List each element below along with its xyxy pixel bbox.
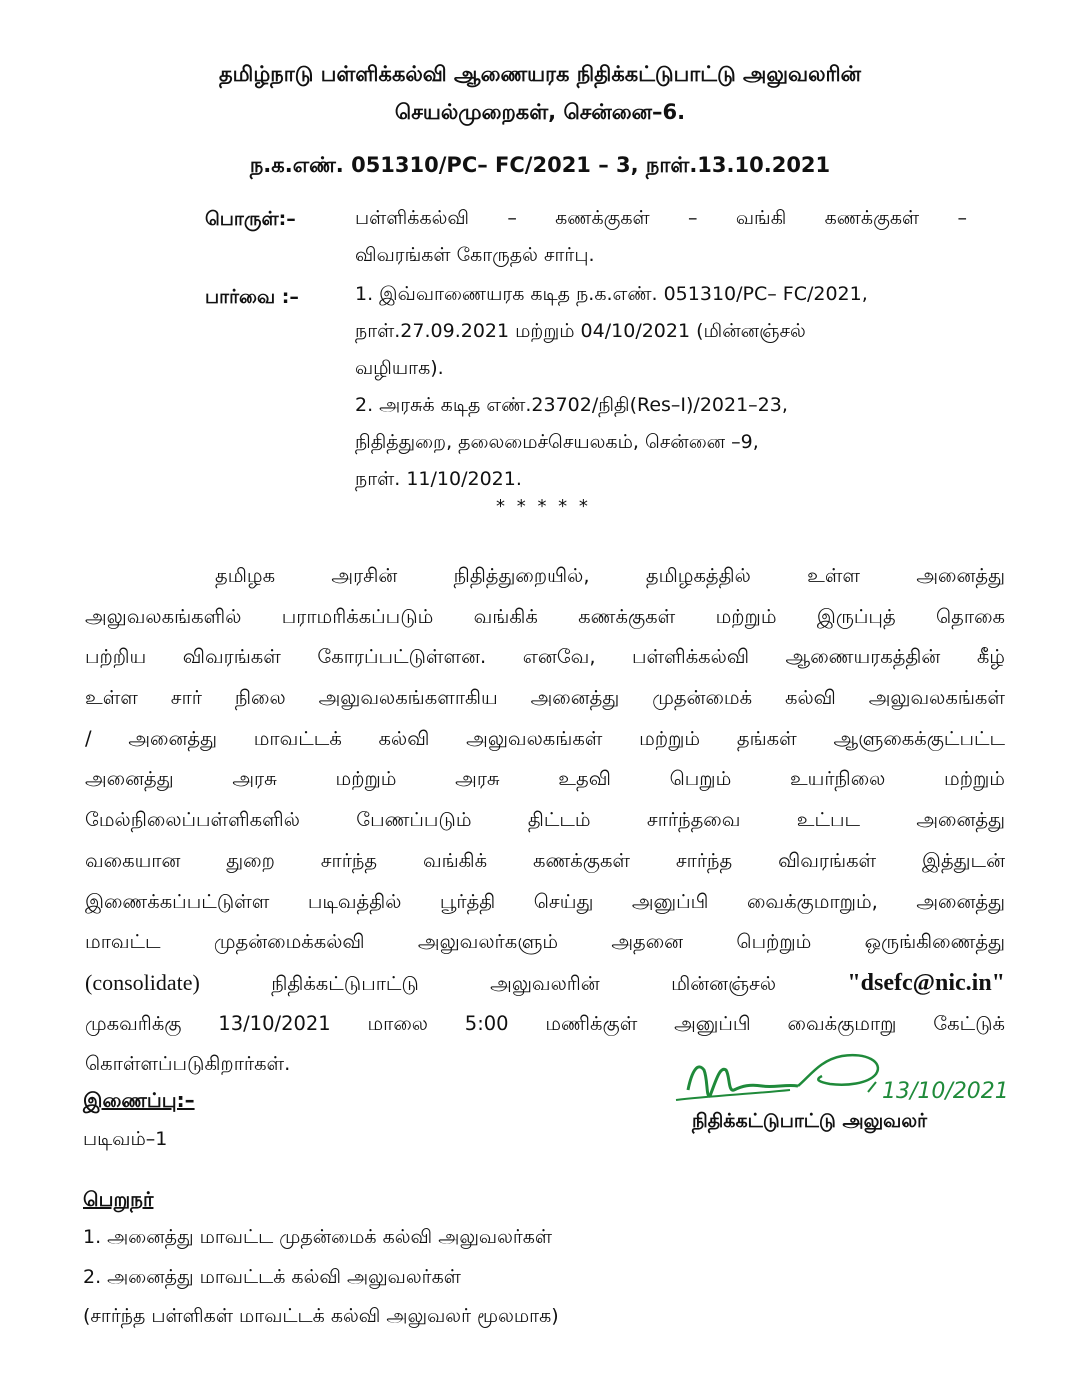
body-line: அலுவலகங்களில் பராமரிக்கப்படும் வங்கிக் கணக்குகள் மற்றும் இருப்புத் தொகை	[85, 604, 1005, 628]
handwritten-signature	[670, 1040, 1030, 1120]
recipient-line: 2. அனைத்து மாவட்டக் கல்வி அலுவலர்கள்	[83, 1266, 461, 1288]
reference-line: நாள். 11/10/2021.	[355, 468, 522, 490]
reference-text	[355, 276, 967, 498]
subject-line: பள்ளிக்கல்வி – கணக்குகள் – வங்கி கணக்குகள் –	[355, 207, 967, 229]
reference-line: வழியாக).	[355, 357, 444, 379]
body-line: முகவரிக்கு 13/10/2021 மாலை 5:00 மணிக்குள் அனுப்பி வைக்குமாறு கேட்டுக்	[85, 1011, 1005, 1035]
recipient-line: (சார்ந்த பள்ளிகள் மாவட்டக் கல்வி அலுவலர் மூலமாக)	[83, 1305, 559, 1327]
signatory-title: நிதிக்கட்டுபாட்டு அலுவலர்	[692, 1110, 928, 1132]
recipients-heading: பெறுநர்	[83, 1187, 154, 1211]
recipient-line: 1. அனைத்து மாவட்ட முதன்மைக் கல்வி அலுவலர்கள்	[83, 1226, 553, 1248]
body-line	[85, 963, 1005, 1004]
subject-text	[355, 200, 967, 274]
email-address: "dsefc@nic.in"	[847, 969, 1005, 996]
reference-line: 2. அரசுக் கடித எண்.23702/நிதி(Res–I)/2021–23,	[355, 394, 788, 416]
enclosure-item: படிவம்–1	[83, 1128, 168, 1150]
reference-line: 1. இவ்வாணையரக கடித ந.க.எண். 051310/PC– FC/2021,	[355, 283, 868, 305]
body-line: உள்ள சார் நிலை அலுவலகங்களாகிய அனைத்து முதன்மைக் கல்வி அலுவலகங்கள்	[85, 686, 1005, 710]
letter-body	[85, 556, 1005, 1085]
body-line: வகையான துறை சார்ந்த வங்கிக் கணக்குகள் சார்ந்த விவரங்கள் இத்துடன்	[85, 848, 1005, 872]
body-line: அனைத்து அரசு மற்றும் அரசு உதவி பெறும் உயர்நிலை மற்றும்	[85, 767, 1005, 791]
body-line: / அனைத்து மாவட்டக் கல்வி அலுவலகங்கள் மற்றும் தங்கள் ஆளுகைக்குட்பட்ட	[85, 726, 1005, 750]
office-subtitle: செயல்முறைகள், சென்னை–6.	[394, 100, 686, 124]
body-fragment: நிதிக்கட்டுபாட்டு அலுவலரின் மின்னஞ்சல்	[271, 971, 848, 995]
subject-line: விவரங்கள் கோருதல் சார்பு.	[355, 244, 595, 266]
reference-label: பார்வை :–	[205, 286, 299, 308]
subject-label: பொருள்:–	[205, 208, 296, 230]
body-line: இணைக்கப்பட்டுள்ள படிவத்தில் பூர்த்தி செய்து அனுப்பி வைக்குமாறும், அனைத்து	[85, 889, 1005, 913]
body-line: தமிழக அரசின் நிதித்துறையில், தமிழகத்தில் உள்ள அனைத்து	[215, 564, 1005, 587]
reference-number: ந.க.எண். 051310/PC– FC/2021 – 3, நாள்.13.10.2021	[249, 153, 831, 177]
reference-line: நிதித்துறை, தலைமைச்செயலகம், சென்னை –9,	[355, 431, 759, 453]
office-title: தமிழ்நாடு பள்ளிக்கல்வி ஆணையரக நிதிக்கட்டுபாட்டு அலுவலரின்	[218, 62, 862, 86]
reference-line: நாள்.27.09.2021 மற்றும் 04/10/2021 (மின்னஞ்சல்	[355, 320, 806, 342]
body-line: பற்றிய விவரங்கள் கோரப்பட்டுள்ளன. எனவே, பள்ளிக்கல்வி ஆணையரகத்தின் கீழ்	[85, 645, 1005, 669]
signature-date: 13/10/2021	[882, 1079, 1009, 1104]
consolidate-term: (consolidate)	[85, 969, 200, 995]
section-separator: * * * * *	[496, 496, 591, 517]
body-line: மேல்நிலைப்பள்ளிகளில் பேணப்படும் திட்டம் சார்ந்தவை உட்பட அனைத்து	[85, 808, 1005, 832]
body-line: கொள்ளப்படுகிறார்கள்.	[85, 1052, 291, 1076]
body-line: மாவட்ட முதன்மைக்கல்வி அலுவலர்களும் அதனை பெற்றும் ஒருங்கிணைத்து	[85, 930, 1005, 954]
enclosure-heading: இணைப்பு:–	[83, 1088, 195, 1112]
